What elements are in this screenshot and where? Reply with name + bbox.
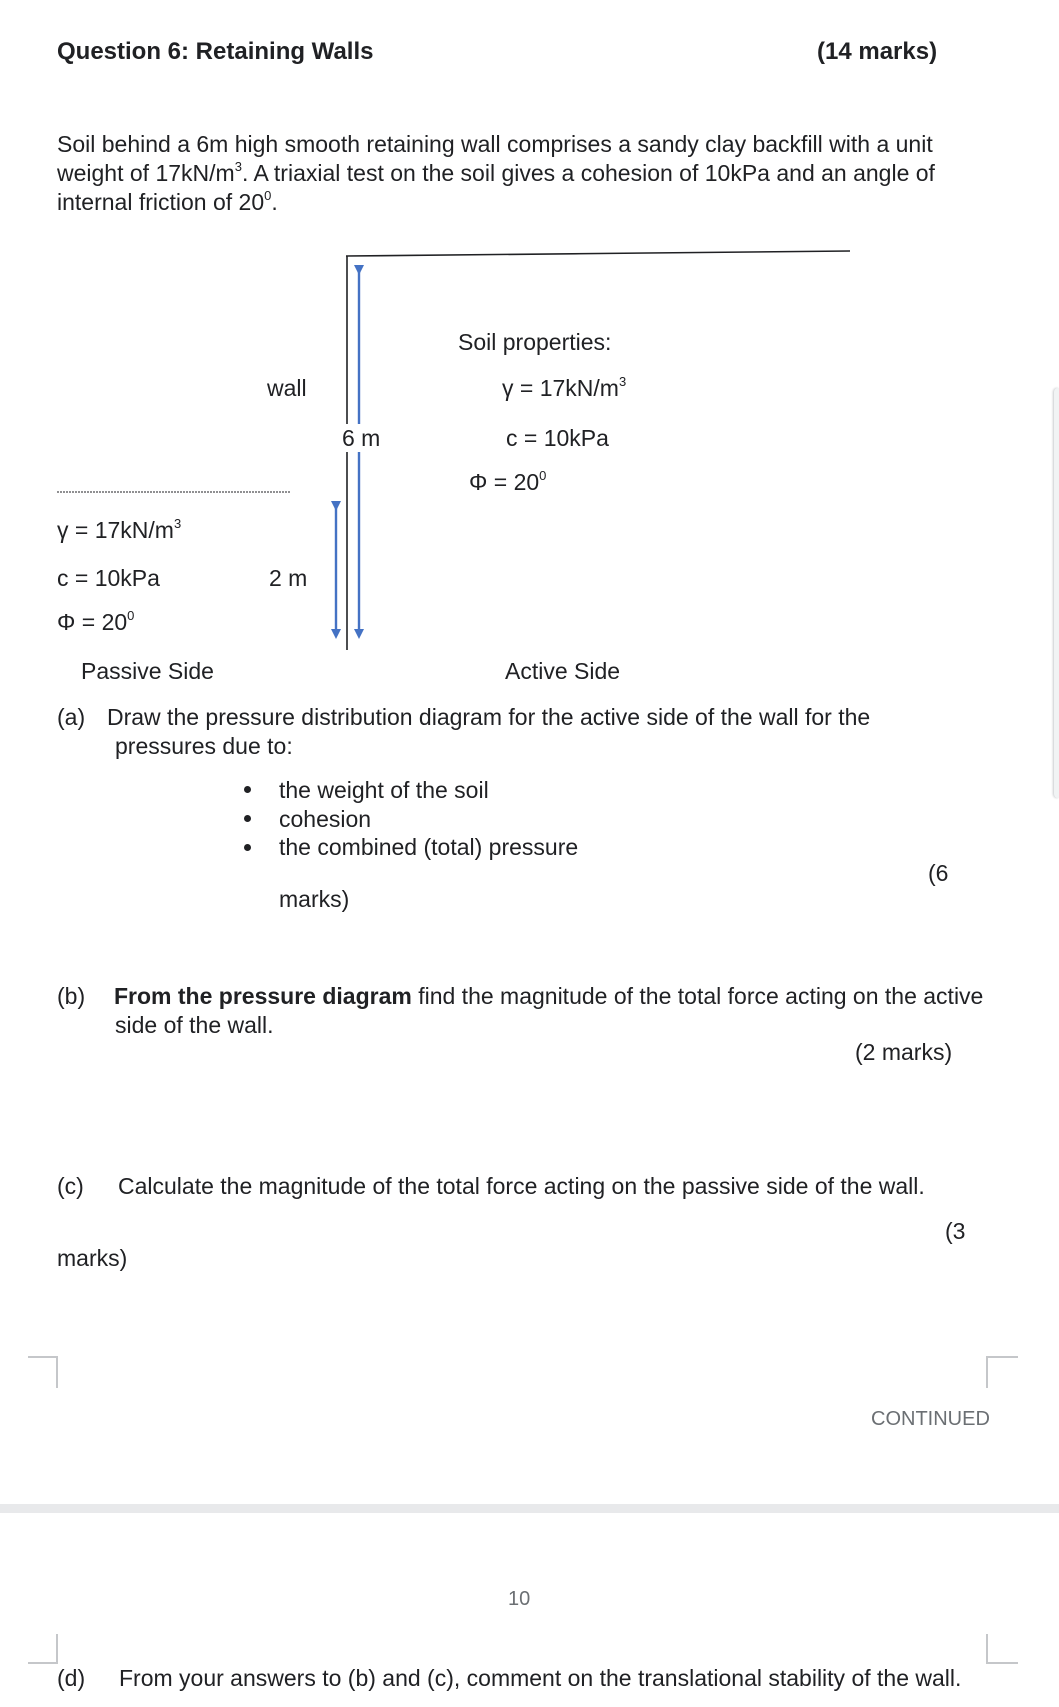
ground-surface-line — [346, 251, 850, 256]
soil-properties-title: Soil properties: — [458, 329, 612, 355]
part-a-line-2: pressures due to: — [115, 733, 293, 759]
intro-line-2: weight of $17kN/m^3$. A triaxial test on the soil gives a cohesion of 10kPa and an angle of — [57, 159, 935, 186]
part-c-text: Calculate the magnitude of the total force acting on the passive side of the wall. — [118, 1173, 925, 1199]
question-title: Question 6: Retaining Walls — [57, 38, 374, 65]
part-a-marks-open: (6 — [928, 860, 949, 886]
active-side-label: Active Side — [505, 658, 621, 684]
part-a-label: (a) — [57, 704, 86, 730]
part-a-bullet-1: the weight of the soil — [279, 777, 489, 803]
page-separator — [0, 1504, 1059, 1513]
part-a-marks-close: marks) — [279, 886, 350, 912]
scrollbar-edge[interactable] — [1054, 388, 1059, 798]
bullet-dot — [244, 844, 251, 851]
part-a-bullet-2: cohesion — [279, 806, 372, 832]
bullet-dot — [244, 786, 251, 793]
passive-unit-weight: $\gamma = 17kN/m^3$ — [57, 516, 182, 543]
page-corner-mark — [28, 1356, 58, 1388]
part-c-label: (c) — [57, 1173, 84, 1199]
part-d-label: (d) — [57, 1665, 86, 1691]
part-b-label: (b) — [57, 983, 86, 1009]
part-b-line-1: From the pressure diagram find the magnitude of the total force acting on the active — [114, 983, 984, 1009]
page-corner-mark — [986, 1634, 1018, 1664]
retaining-wall-diagram — [0, 0, 1059, 720]
active-cohesion: c = 10kPa — [506, 425, 609, 451]
active-unit-weight: $\gamma = 17kN/m^3$ — [502, 374, 627, 401]
passive-depth-label: 2 m — [269, 565, 308, 591]
part-c-marks-close: marks) — [57, 1245, 128, 1271]
part-d-text: From your answers to (b) and (c), comment on the translational stability of the wall. — [119, 1665, 962, 1691]
page-corner-mark — [986, 1356, 1018, 1388]
passive-side-label: Passive Side — [81, 658, 214, 684]
passive-friction-angle: $\Phi = 20^0$ — [57, 608, 135, 635]
passive-cohesion: c = 10kPa — [57, 565, 160, 591]
page-number: 10 — [508, 1588, 531, 1610]
wall-label: wall — [267, 375, 307, 401]
part-b-line-2: side of the wall. — [115, 1012, 274, 1038]
question-total-marks: (14 marks) — [817, 38, 938, 65]
active-friction-angle: $\Phi = 20^0$ — [469, 468, 547, 495]
part-a-bullet-3: the combined (total) pressure — [279, 834, 579, 860]
bullet-dot — [244, 815, 251, 822]
height-label: 6 m — [342, 425, 381, 451]
intro-line-3: internal friction of $20^0$. — [57, 188, 278, 215]
part-a-line-1: Draw the pressure distribution diagram for the active side of the wall for the — [107, 704, 871, 730]
part-b-marks: (2 marks) — [855, 1039, 953, 1065]
intro-line-1: Soil behind a 6m high smooth retaining wall comprises a sandy clay backfill with a unit — [57, 131, 933, 157]
continued-label: CONTINUED — [871, 1408, 990, 1430]
part-c-marks-open: (3 — [945, 1218, 966, 1244]
page-corner-mark — [28, 1634, 58, 1664]
